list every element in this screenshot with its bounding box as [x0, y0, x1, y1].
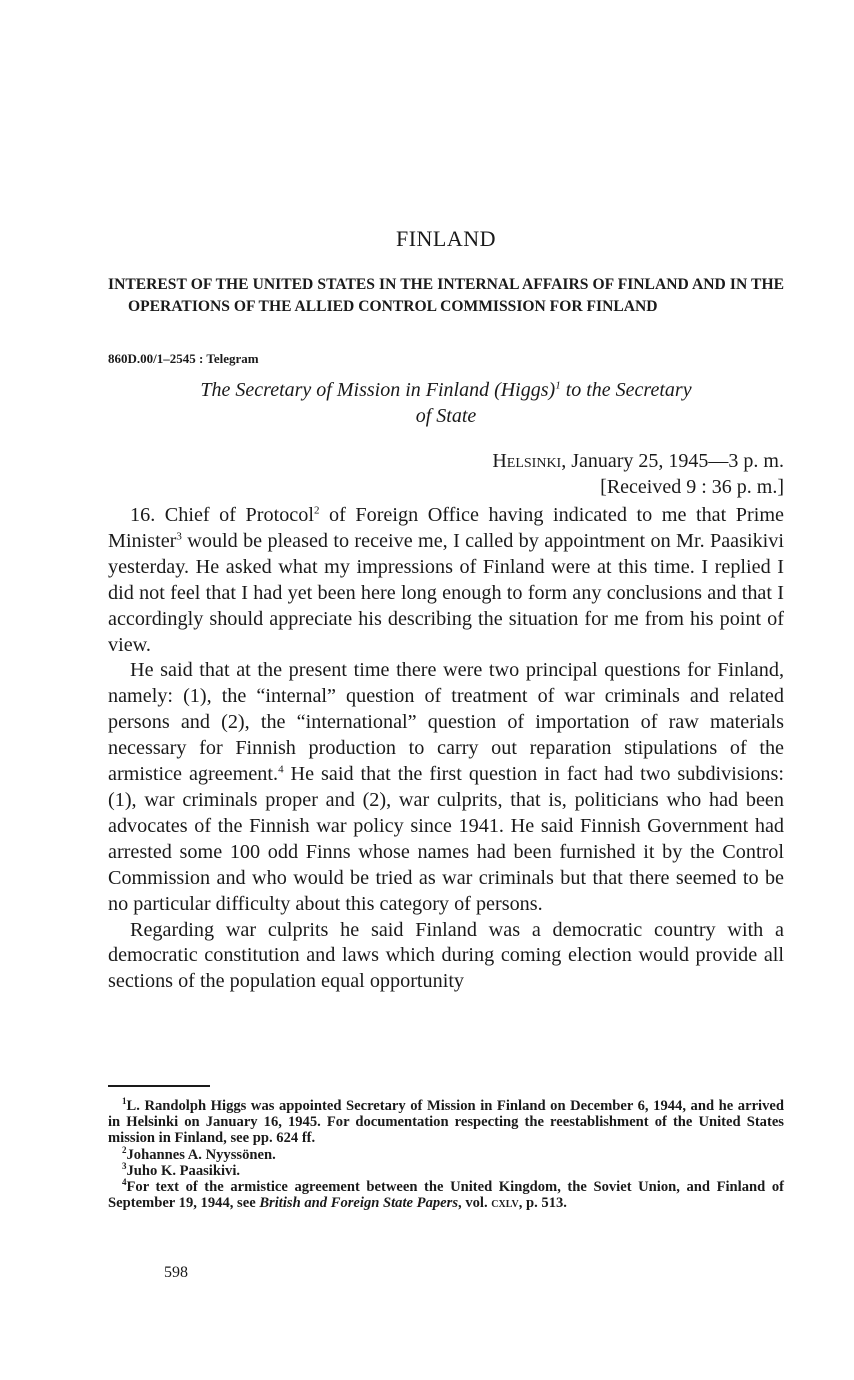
addressee-line-a-tail: to the Secretary	[560, 379, 692, 401]
body-paragraph: 16. Chief of Protocol$^2$ of Foreign Office having indicated to me that Prime Minister$^3$ would be pleased to receive me, I called by appointment on Mr. Paasikivi yesterday. He asked what my impressions of Finland were at this time. I replied I did not feel that I had yet been here long enough to form any conclusions and that I accordingly should appreciate his describing the situation for me from his point of view.	[108, 504, 784, 656]
footnote: $^2$Johannes A. Nyyssönen.	[122, 1144, 276, 1163]
footnote-divider	[108, 1085, 210, 1087]
footnote-ref[interactable]: 4	[278, 763, 284, 776]
footnotes	[108, 1098, 784, 1211]
footnote-ref[interactable]: 3	[176, 530, 182, 543]
document-reference: 860D.00/1–2545 : Telegram	[108, 351, 259, 366]
telegram-body	[108, 503, 784, 995]
addressee-line-a: The Secretary of Mission in Finland (Higgs)	[200, 379, 556, 401]
volume-number: cxlv	[491, 1195, 519, 1212]
footnote: $^3$Juho K. Paasikivi.	[122, 1160, 241, 1179]
footnote-mark: 2	[122, 1144, 127, 1155]
footnote: $^4$For text of the armistice agreement between the United Kingdom, the Soviet Union, and Finland of September 19, 1944, see British and Foreign State Papers, vol. cxlv, p. 513.	[108, 1177, 784, 1212]
page-number: 598	[164, 1264, 188, 1281]
publication-title: British and Foreign State Papers	[259, 1195, 459, 1212]
footnote-mark: 1	[122, 1096, 127, 1107]
document-addressee	[108, 377, 784, 429]
chapter-title: FINLAND	[395, 226, 497, 251]
dateline-date: , January 25, 1945—3 p. m.	[561, 450, 784, 472]
footnote-ref[interactable]: 1	[555, 379, 561, 392]
footnote-mark: 3	[122, 1160, 127, 1171]
footnote: $^1$L. Randolph Higgs was appointed Secretary of Mission in Finland on December 6, 1944, and he arrived in Helsinki on January 16, 1945. For documentation respecting the reestablishment of the United States mission in Finland, see pp. 624 ff.	[108, 1096, 784, 1147]
footnote-ref[interactable]: 2	[313, 504, 320, 517]
body-paragraph: Regarding war culprits he said Finland was a democratic country with a democratic constitution and laws which during coming election would provide all sections of the population equal opportunity	[108, 918, 784, 993]
body-paragraph: He said that at the present time there were two principal questions for Finland, namely: (1), the “internal” question of treatment of war criminals and related persons and (2), the “international” question of importation of raw materials necessary for Finnish production to carry out reparation stipulations of the armistice agreement.$^4$ He said that the first question in fact had two subdivisions: (1), war criminals proper and (2), war culprits, that is, politicians who had been advocates of the Finnish war policy since 1941. He said Finnish Government had arrested some 100 odd Finns whose names had been furnished it by the Control Commission and who would be tried as war criminals but that there seemed to be no particular difficulty about this category of persons.	[108, 659, 784, 915]
section-heading: INTEREST OF THE UNITED STATES IN THE INTERNAL AFFAIRS OF FINLAND AND IN THE OPERATIONS OF THE ALLIED CONTROL COMMISSION FOR FINLAND	[108, 276, 784, 315]
dateline-place: Helsinki	[492, 450, 562, 472]
received-time: [Received 9 : 36 p. m.]	[600, 476, 784, 498]
addressee-line-b: of State	[415, 405, 477, 427]
footnote-mark: 4	[122, 1177, 127, 1188]
dateline	[492, 448, 784, 474]
